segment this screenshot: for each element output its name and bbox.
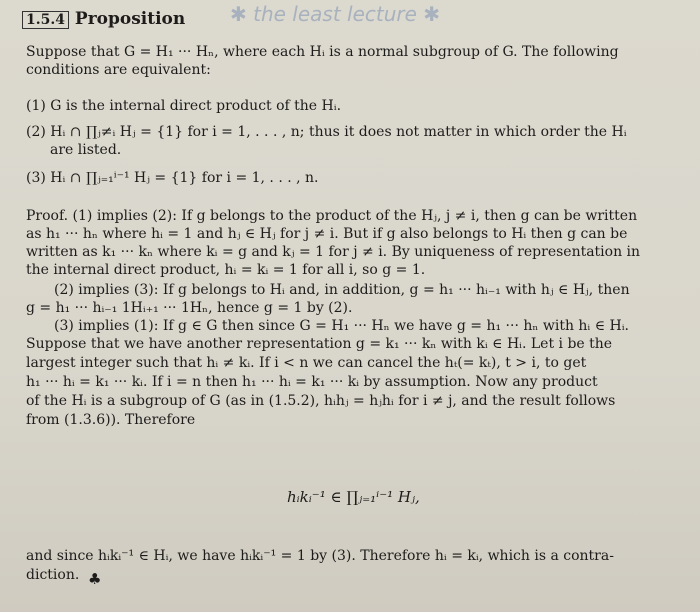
proof-line: (2) implies (3): If g belongs to Hᵢ and, in addition, g = h₁ ··· hᵢ₋₁ with hⱼ ∈ Hⱼ, then — [54, 282, 630, 298]
statement-line: Suppose that G = H₁ ··· Hₙ, where each Hᵢ is a normal subgroup of G. The following — [26, 44, 619, 60]
condition-1: (1) G is the internal direct product of the Hᵢ. — [26, 98, 342, 114]
proof-line: h₁ ··· hᵢ = k₁ ··· kᵢ. If i = n then h₁ ··· hᵢ = k₁ ··· kᵢ by assumption. Now any product — [26, 374, 598, 390]
proof-line: from (1.3.6)). Therefore — [26, 412, 196, 428]
proposition-heading — [22, 9, 185, 29]
proof-line: Suppose that we have another representation g = k₁ ··· kₙ with kᵢ ∈ Hᵢ. Let i be the — [26, 336, 613, 352]
proof-line: g = h₁ ··· hᵢ₋₁ 1Hᵢ₊₁ ··· 1Hₙ, hence g = 1 by (2). — [26, 300, 353, 316]
proof-line: Proof. (1) implies (2): If g belongs to the product of the Hⱼ, j ≠ i, then g can be written — [26, 208, 638, 224]
proposition-title: Proposition — [74, 9, 186, 29]
proof-line: as h₁ ··· hₙ where hᵢ = 1 and hⱼ ∈ Hⱼ for j ≠ i. But if g also belongs to Hᵢ then g can be — [26, 226, 628, 242]
handwritten-note: ✱ the least lecture ✱ — [230, 2, 441, 26]
qed-club-icon: ♣ — [88, 570, 102, 588]
proof-line: written as k₁ ··· kₙ where kᵢ = g and kⱼ = 1 for j ≠ i. By uniqueness of representation in — [26, 244, 641, 260]
proof-line: of the Hᵢ is a subgroup of G (as in (1.5.2), hᵢhⱼ = hⱼhᵢ for i ≠ j, and the result follows — [26, 393, 616, 409]
proposition-number: 1.5.4 — [22, 11, 69, 29]
condition-2-cont: are listed. — [50, 142, 122, 158]
proof-line: the internal direct product, hᵢ = kᵢ = 1 for all i, so g = 1. — [26, 262, 426, 278]
condition-2: (2) Hᵢ ∩ ∏ⱼ≠ᵢ Hⱼ = {1} for i = 1, . . . , n; thus it does not matter in which order the Hᵢ — [26, 124, 627, 140]
proof-line: largest integer such that hᵢ ≠ kᵢ. If i < n we can cancel the hₜ(= kₜ), t > i, to get — [26, 355, 587, 371]
proof-line: and since hᵢkᵢ⁻¹ ∈ Hᵢ, we have hᵢkᵢ⁻¹ = 1 by (3). Therefore hᵢ = kᵢ, which is a contra- — [26, 548, 614, 564]
proof-line: (3) implies (1): If g ∈ G then since G = H₁ ··· Hₙ we have g = h₁ ··· hₙ with hᵢ ∈ Hᵢ. — [54, 318, 629, 334]
statement-line: conditions are equivalent: — [26, 62, 211, 78]
condition-3: (3) Hᵢ ∩ ∏ⱼ₌₁ⁱ⁻¹ Hⱼ = {1} for i = 1, . . . , n. — [26, 170, 319, 186]
display-equation: hᵢkᵢ⁻¹ ∈ ∏ⱼ₌₁ⁱ⁻¹ Hⱼ, — [287, 488, 420, 506]
proof-line: diction. — [26, 567, 80, 583]
